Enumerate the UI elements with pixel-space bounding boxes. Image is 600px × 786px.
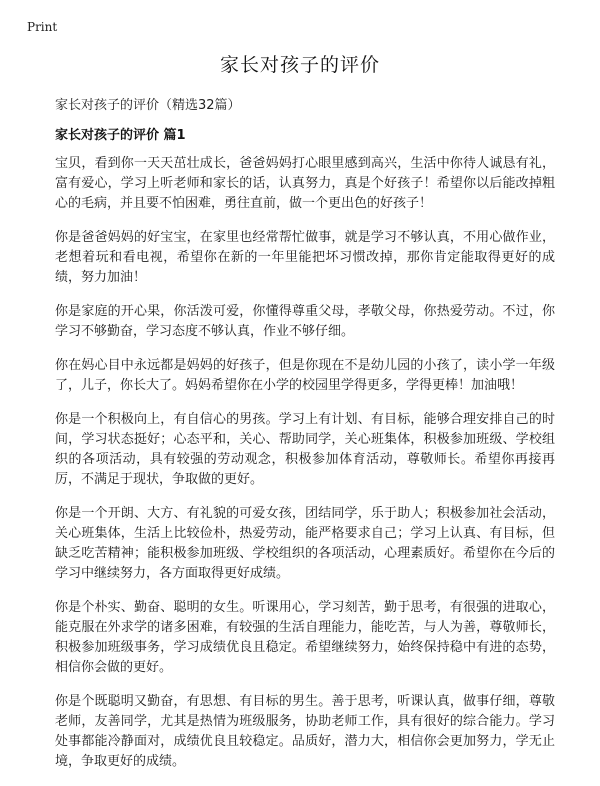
paragraph: 你是爸爸妈妈的好宝宝，在家里也经常帮忙做事，就是学习不够认真，不用心做作业，老想着玩和看电视，希望你在新的一年里能把坏习惯改掉，那你肯定能取得更好的成绩，努力加油！ (55, 230, 555, 285)
paragraph: 宝贝，看到你一天天茁壮成长，爸爸妈妈打心眼里感到高兴，生活中你待人诚恳有礼，富有爱心，学习上听老师和家长的话，认真努力，真是个好孩子！希望你以后能改掉粗心的毛病，并且要不怕困难，勇往直前，做一个更出色的好孩子！ (55, 156, 555, 211)
paragraph: 你是家庭的开心果，你活泼可爱，你懂得尊重父母，孝敬父母，你热爱劳动。不过，你学习不够勤奋，学习态度不够认真，作业不够仔细。 (55, 304, 555, 339)
paragraph: 你是个既聪明又勤奋，有思想、有目标的男生。善于思考，听课认真，做事仔细，尊敬老师，友善同学，尤其是热情为班级服务，协助老师工作，具有很好的综合能力。学习处事都能冷静面对，成绩优良且较稳定。品质好，潜力大，相信你会更加努力，学无止境，争取更好的成绩。 (55, 694, 555, 769)
print-label[interactable]: Print (27, 20, 58, 34)
document-subtitle: 家长对孩子的评价（精选32篇） (55, 98, 241, 113)
paragraph: 你是个朴实、勤奋、聪明的女生。听课用心，学习刻苦，勤于思考，有很强的进取心，能克服在外求学的诸多困难，有较强的生活自理能力，能吃苦，与人为善，尊敬师长，积极参加班级事务，学习成绩优良且稳定。希望继续努力，始终保持稳中有进的态势，相信你会做的更好。 (55, 600, 555, 675)
paragraph: 你是一个积极向上，有自信心的男孩。学习上有计划、有目标，能够合理安排自己的时间，学习状态挺好；心态平和，关心、帮助同学，关心班集体，积极参加班级、学校组织的各项活动，具有较强的劳动观念，积极参加体育活动，尊敬师长。希望你再接再厉，不满足于现状，争取做的更好。 (55, 412, 555, 487)
article-body (55, 154, 555, 786)
paragraph: 你在妈心目中永远都是妈妈的好孩子，但是你现在不是幼儿园的小孩了，读小学一年级了，儿子，你长大了。妈妈希望你在小学的校园里学得更多，学得更棒！加油哦！ (55, 358, 555, 393)
paragraph: 你是一个开朗、大方、有礼貌的可爱女孩，团结同学，乐于助人；积极参加社会活动，关心班集体，生活上比较俭朴，热爱劳动，能严格要求自己；学习上认真、有目标，但缺乏吃苦精神；能积极参加班级、学校组织的各项活动，心理素质好。希望你在今后的学习中继续努力，各方面取得更好成绩。 (55, 506, 555, 581)
page-title: 家长对孩子的评价 (219, 54, 380, 76)
section-heading: 家长对孩子的评价 篇1 (55, 128, 186, 143)
